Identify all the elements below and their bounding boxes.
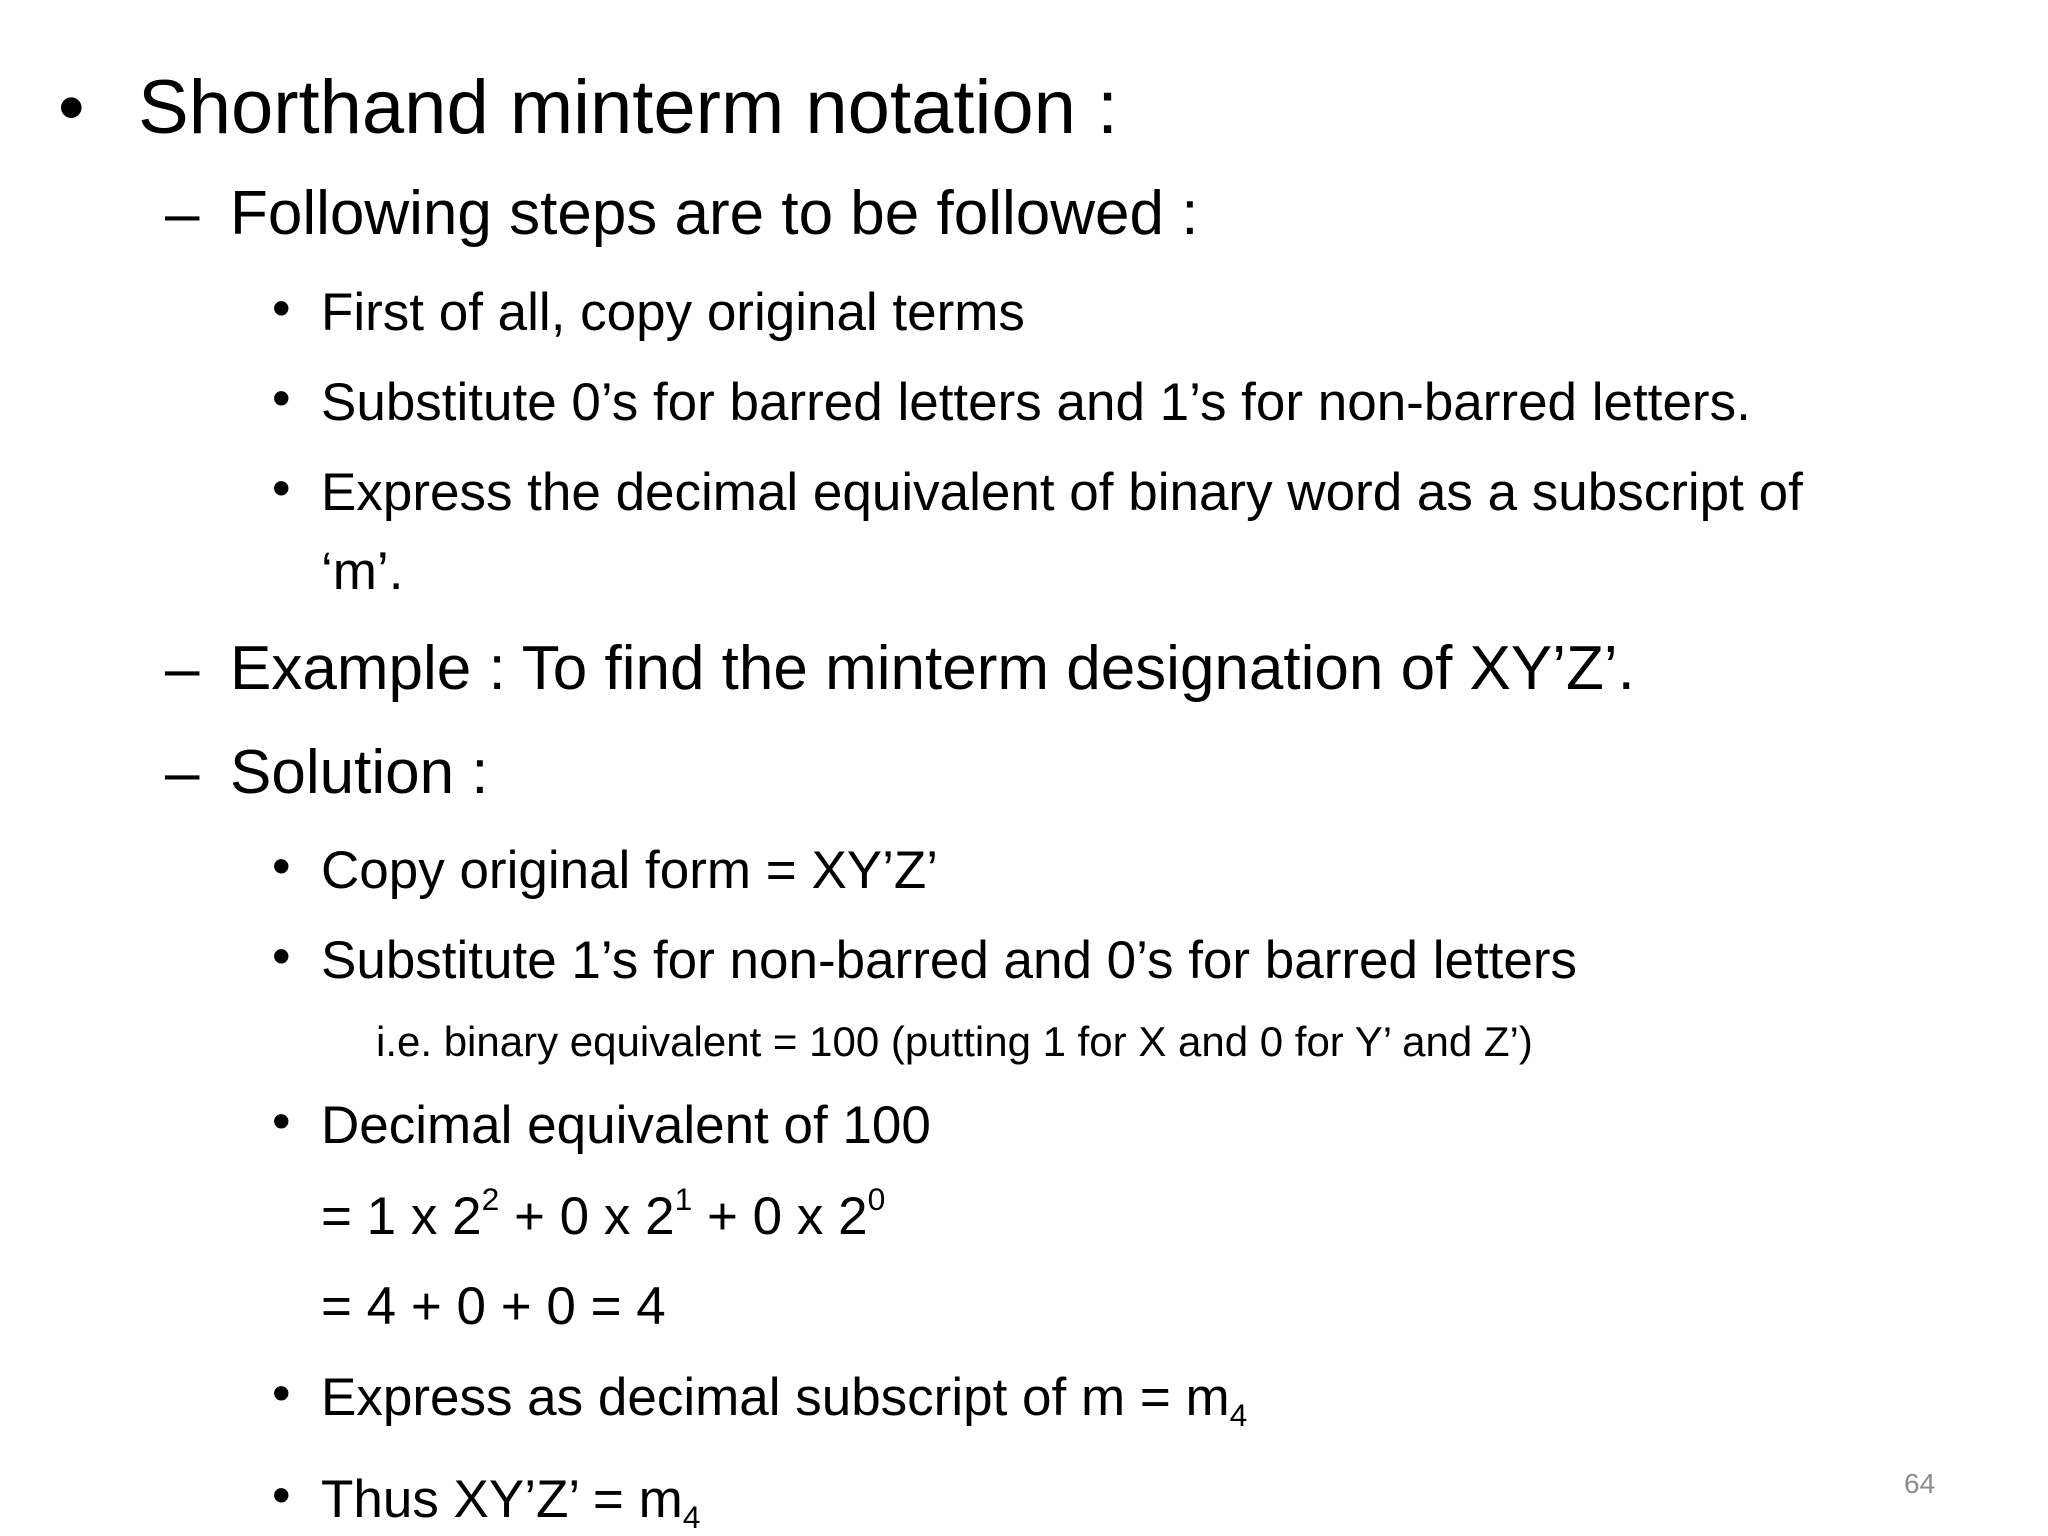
substitute-bullet: • xyxy=(272,927,291,986)
expansion-exponent-1: 2 xyxy=(481,1181,500,1218)
step-1-text: First of all, copy original terms xyxy=(321,283,1025,342)
expansion-mid-2: + 0 x 2 xyxy=(692,1187,868,1246)
steps-title: Following steps are to be followed : xyxy=(230,179,1199,248)
thus-bullet: • xyxy=(272,1466,291,1525)
decimal-equivalent-title: Decimal equivalent of 100 xyxy=(321,1096,931,1155)
expansion-mid-1: + 0 x 2 xyxy=(499,1187,675,1246)
binary-equivalent-note: i.e. binary equivalent = 100 (putting 1 for X and 0 for Y’ and Z’) xyxy=(376,1018,1533,1065)
thus-text: Thus XY’Z’ = m xyxy=(321,1470,683,1529)
thus-subscript: 4 xyxy=(682,1499,701,1536)
slide-heading: Shorthand minterm notation : xyxy=(138,65,1119,150)
step-1-bullet: • xyxy=(272,279,291,338)
expansion-exponent-3: 0 xyxy=(867,1181,886,1218)
step-3-text: Express the decimal equivalent of binary word as a subscript of xyxy=(321,463,1803,522)
decimal-sum: = 4 + 0 + 0 = 4 xyxy=(321,1277,666,1336)
decimal-bullet: • xyxy=(272,1092,291,1151)
example-text: Example : To find the minterm designation of XY’Z’. xyxy=(230,634,1635,703)
step-2-bullet: • xyxy=(272,369,291,428)
express-subscript: 4 xyxy=(1229,1397,1248,1434)
express-bullet: • xyxy=(272,1364,291,1423)
copy-bullet: • xyxy=(272,837,291,896)
page-number: 64 xyxy=(1904,1468,1936,1499)
solution-title: Solution : xyxy=(230,738,489,807)
steps-dash: – xyxy=(165,179,200,248)
expansion-prefix: = 1 x 2 xyxy=(321,1187,482,1246)
decimal-expansion xyxy=(321,1181,886,1246)
thus-text-line xyxy=(321,1470,701,1536)
expansion-exponent-2: 1 xyxy=(674,1181,693,1218)
step-3-continuation: ‘m’. xyxy=(321,542,404,601)
express-text: Express as decimal subscript of m = m xyxy=(321,1368,1230,1427)
substitute-text: Substitute 1’s for non-barred and 0’s for barred letters xyxy=(321,931,1578,990)
express-subscript-text xyxy=(321,1368,1248,1434)
copy-form-text: Copy original form = XY’Z’ xyxy=(321,841,939,900)
step-3-bullet: • xyxy=(272,459,291,518)
step-2-text: Substitute 0’s for barred letters and 1’s for non-barred letters. xyxy=(321,373,1751,432)
solution-dash: – xyxy=(165,738,200,807)
heading-bullet: • xyxy=(58,65,85,150)
example-dash: – xyxy=(165,634,200,703)
